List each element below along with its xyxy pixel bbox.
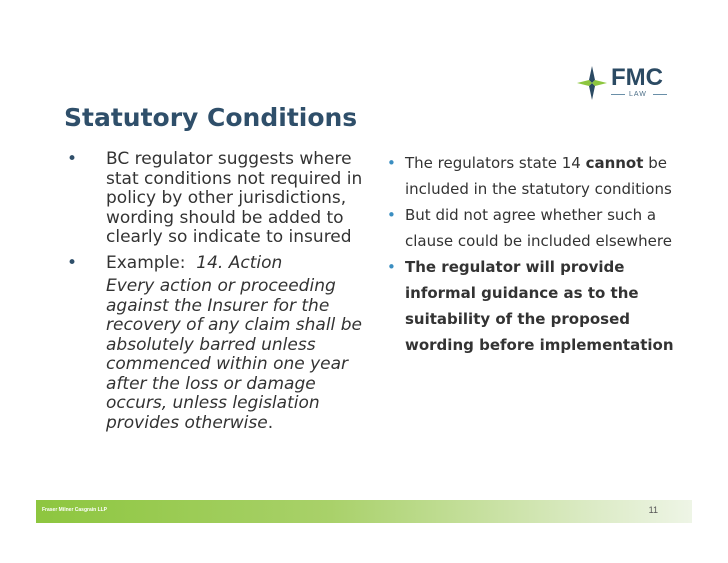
page-number: 11 [648, 505, 658, 515]
example-clause [106, 277, 374, 433]
example-label: Example: [106, 252, 197, 273]
left-bullet-1 [64, 150, 374, 248]
bullet-marker: • [67, 149, 78, 169]
compass-star-icon [575, 63, 609, 103]
bullet-marker: • [387, 154, 396, 172]
right-bullet-1 [386, 150, 686, 202]
example-end-punct: . [267, 412, 274, 433]
right-bullet-1-post: be included in the statutory conditions [405, 154, 672, 198]
footer-bar [36, 500, 692, 523]
right-bullet-2-text: But did not agree whether such a clause could be included elsewhere [405, 206, 672, 250]
example-heading: 14. Action [196, 252, 283, 273]
left-bullet-2 [64, 254, 374, 434]
bullet-marker: • [387, 206, 396, 224]
right-bullet-1-pre: The regulators state 14 [405, 154, 586, 172]
bullet-marker: • [387, 258, 396, 276]
bullet-marker: • [67, 252, 78, 273]
logo-law-text: LAW [629, 91, 647, 98]
fmc-law-logo [575, 63, 667, 103]
right-bullet-2 [386, 202, 686, 254]
right-bullet-3 [386, 254, 686, 358]
left-column [64, 150, 374, 433]
left-bullet-1-text: BC regulator suggests where stat conditions not required in policy by other jurisdictions, wording should be added to clearly so indicate to insured [106, 149, 363, 247]
logo-subtitle [611, 90, 667, 100]
example-clause-text: Every action or proceeding against the Insurer for the recovery of any claim shall be absolutely barred unless commenced within one year after the loss or damage occurs, unless legislation provides otherwise [106, 276, 362, 433]
right-bullet-3-text: The regulator will provide informal guidance as to the suitability of the proposed wording before implementation [405, 258, 674, 354]
right-bullet-1-emph: cannot [585, 154, 644, 172]
right-column [386, 150, 686, 358]
logo-wordmark: FMC [611, 64, 663, 91]
footer-firm-name: Fraser Milner Casgrain LLP [42, 507, 108, 513]
slide-title: Statutory Conditions [64, 103, 358, 132]
